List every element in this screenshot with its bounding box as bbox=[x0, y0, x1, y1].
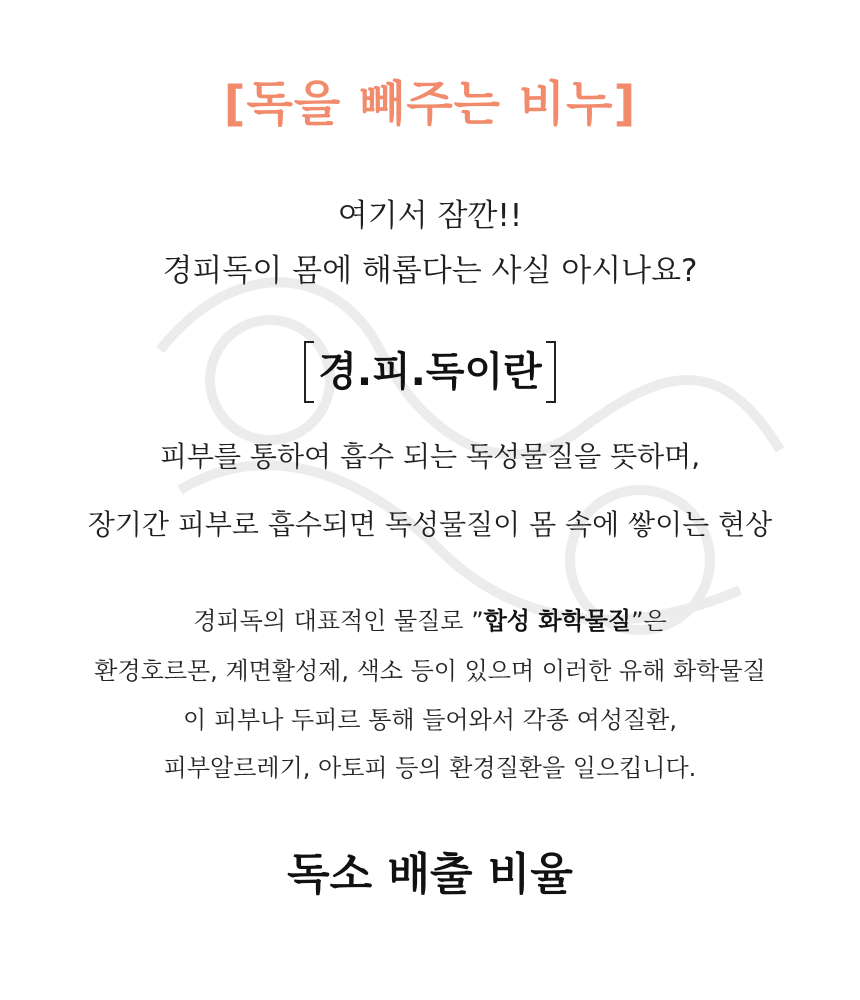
body-line-1-emphasis: 합성 화학물질 bbox=[483, 607, 632, 635]
page-heading: [독을 빼주는 비누] bbox=[223, 76, 637, 132]
definition-label-wrap bbox=[0, 336, 860, 408]
body-line-1-prefix: 경피독의 대표적인 물질로 bbox=[193, 607, 464, 635]
body-line-1-close-quote: ” bbox=[631, 607, 644, 635]
body-line-4: 피부알르레기, 아토피 등의 환경질환을 일으킵니다. bbox=[163, 754, 697, 782]
body-line-1-open-quote: ” bbox=[471, 607, 484, 635]
body-line-1-suffix: 은 bbox=[643, 607, 667, 635]
body-line-2: 환경호르몬, 계면활성제, 색소 등이 있으며 이러한 유해 화학물질 bbox=[94, 657, 766, 685]
definition-label: 경.피.독이란 bbox=[318, 349, 542, 395]
definition-line-2: 장기간 피부로 흡수되면 독성물질이 몸 속에 쌓이는 현상 bbox=[87, 508, 773, 541]
section-title: 독소 배출 비율 bbox=[287, 849, 573, 900]
definition-line-1: 피부를 통하여 흡수 되는 독성물질을 뜻하며, bbox=[159, 440, 701, 473]
body-line-1 bbox=[0, 604, 860, 638]
definition-label-box bbox=[304, 341, 556, 403]
intro-line-1: 여기서 잠깐!! bbox=[337, 198, 523, 234]
body-line-3: 이 피부나 두피르 통해 들어와서 각종 여성질환, bbox=[183, 706, 677, 734]
intro-line-2: 경피독이 몸에 해롭다는 사실 아시나요? bbox=[162, 253, 698, 289]
